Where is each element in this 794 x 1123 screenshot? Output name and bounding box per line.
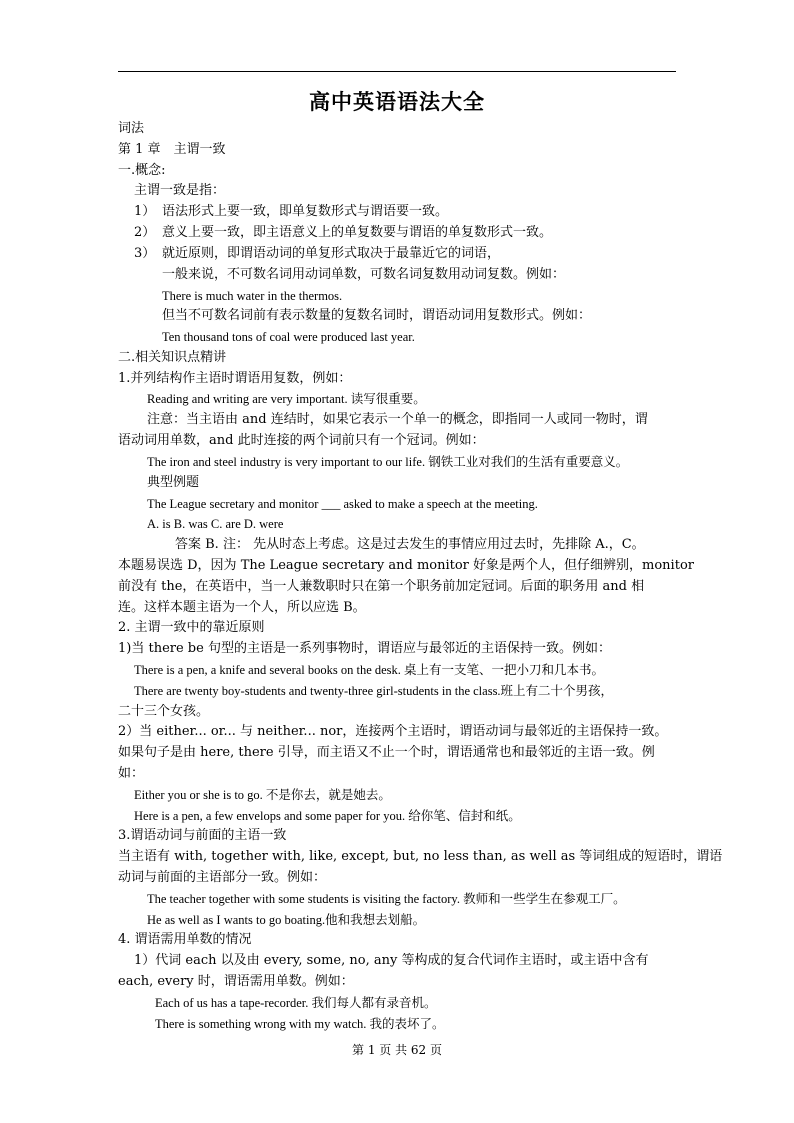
- example-sentence: There is something wrong with my watch. 我的表坏了。: [155, 1017, 445, 1031]
- paragraph-line: 语动词用单数，and 此时连接的两个词前只有一个冠词。例如：: [118, 433, 485, 448]
- paragraph-line: 当主语有 with, together with, like, except, but, no less than, as well as 等词组成的短语时，谓语: [118, 849, 723, 864]
- rule-heading: 4. 谓语需用单数的情况: [118, 932, 252, 947]
- paragraph-line: 前没有 the，在英语中，当一人兼数职时只在第一个职务前加定冠词。后面的职务用 and 相: [118, 579, 645, 594]
- rule-heading: 1.并列结构作主语时谓语用复数，例如：: [118, 371, 352, 386]
- paragraph-line: 但当不可数名词前有表示数量的复数名词时，谓语动词用复数形式。例如：: [162, 308, 592, 323]
- list-text: 就近原则，即谓语动词的单复形式取决于最靠近它的词语，: [162, 246, 501, 261]
- list-text: 意义上要一致，即主语意义上的单复数要与谓语的单复数形式一致。: [162, 225, 553, 240]
- rule-heading: 2. 主谓一致中的靠近原则: [118, 620, 265, 635]
- example-sentence: There are twenty boy-students and twenty-three girl-students in the class.班上有二十个男孩，: [134, 684, 614, 698]
- paragraph-line: 一般来说，不可数名词用动词单数，可数名词复数用动词复数。例如：: [162, 267, 566, 282]
- paragraph-line: 如果句子是由 here, there 引导，而主语又不止一个时，谓语通常也和最邻近的主语一致。例: [118, 745, 655, 760]
- list-number: 3）: [134, 246, 156, 261]
- example-sentence: There is much water in the thermos.: [162, 289, 343, 303]
- paragraph-line: 连。这样本题主语为一个人，所以应选 B。: [118, 600, 366, 615]
- example-sentence: Ten thousand tons of coal were produced last year.: [162, 330, 415, 344]
- paragraph-line: 1)当 there be 句型的主语是一系列事物时，谓语应与最邻近的主语保持一致。例如：: [118, 641, 611, 656]
- list-number: 1）: [134, 204, 156, 219]
- paragraph-line: 主谓一致是指：: [134, 183, 226, 198]
- example-sentence: Either you or she is to go. 不是你去，就是她去。: [134, 788, 391, 802]
- list-item: [134, 224, 552, 242]
- list-text: 语法形式上要一致，即单复数形式与谓语要一致。: [162, 204, 449, 219]
- paragraph-line: 动词与前面的主语部分一致。例如：: [118, 870, 327, 885]
- chapter-heading: 第 1 章 主谓一致: [118, 142, 226, 157]
- paragraph-line: each, every 时，谓语需用单数。例如：: [118, 974, 354, 989]
- answer-explanation: 答案 B. 注： 先从时态上考虑。这是过去发生的事情应用过去时，先排除 A.，C。: [175, 537, 645, 552]
- document-title: 高中英语语法大全: [309, 89, 485, 114]
- list-item: [134, 203, 448, 221]
- paragraph-line: 二十三个女孩。: [118, 704, 210, 719]
- page-footer: 第 1 页 共 62 页: [352, 1043, 442, 1057]
- rule-heading: 3.谓语动词与前面的主语一致: [118, 828, 287, 843]
- example-sentence: There is a pen, a knife and several books on the desk. 桌上有一支笔、一把小刀和几本书。: [134, 663, 605, 677]
- subsection-heading: 一.概念:: [118, 163, 166, 178]
- header-rule: [118, 71, 676, 72]
- example-sentence: He as well as I wants to go boating.他和我想去划船。: [147, 913, 426, 927]
- example-heading: 典型例题: [147, 475, 200, 490]
- example-sentence: Reading and writing are very important. 读写很重要。: [147, 392, 426, 406]
- example-sentence: The teacher together with some students is visiting the factory. 教师和一些学生在参观工厂。: [147, 892, 626, 906]
- paragraph-line: 如：: [118, 766, 145, 781]
- list-number: 2）: [134, 225, 156, 240]
- example-question: The League secretary and monitor ___ asked to make a speech at the meeting.: [147, 497, 538, 511]
- paragraph-line: 1）代词 each 以及由 every, some, no, any 等构成的复合代词作主语时，或主语中含有: [134, 953, 649, 968]
- paragraph-line: 注意：当主语由 and 连结时，如果它表示一个单一的概念，即指同一人或同一物时，谓: [147, 412, 648, 427]
- example-sentence: The iron and steel industry is very important to our life. 钢铁工业对我们的生活有重要意义。: [147, 455, 629, 469]
- answer-options: A. is B. was C. are D. were: [147, 517, 284, 531]
- subsection-heading: 二.相关知识点精讲: [118, 350, 227, 365]
- section-heading: 词法: [118, 121, 145, 136]
- paragraph-line: 本题易误选 D，因为 The League secretary and monitor 好象是两个人，但仔细辨别，monitor: [118, 558, 694, 573]
- paragraph-line: 2）当 either... or... 与 neither... nor，连接两个主语时，谓语动词与最邻近的主语保持一致。: [118, 724, 668, 739]
- example-sentence: Each of us has a tape-recorder. 我们每人都有录音机。: [155, 996, 437, 1010]
- list-item: [134, 245, 500, 263]
- example-sentence: Here is a pen, a few envelops and some paper for you. 给你笔、信封和纸。: [134, 809, 521, 823]
